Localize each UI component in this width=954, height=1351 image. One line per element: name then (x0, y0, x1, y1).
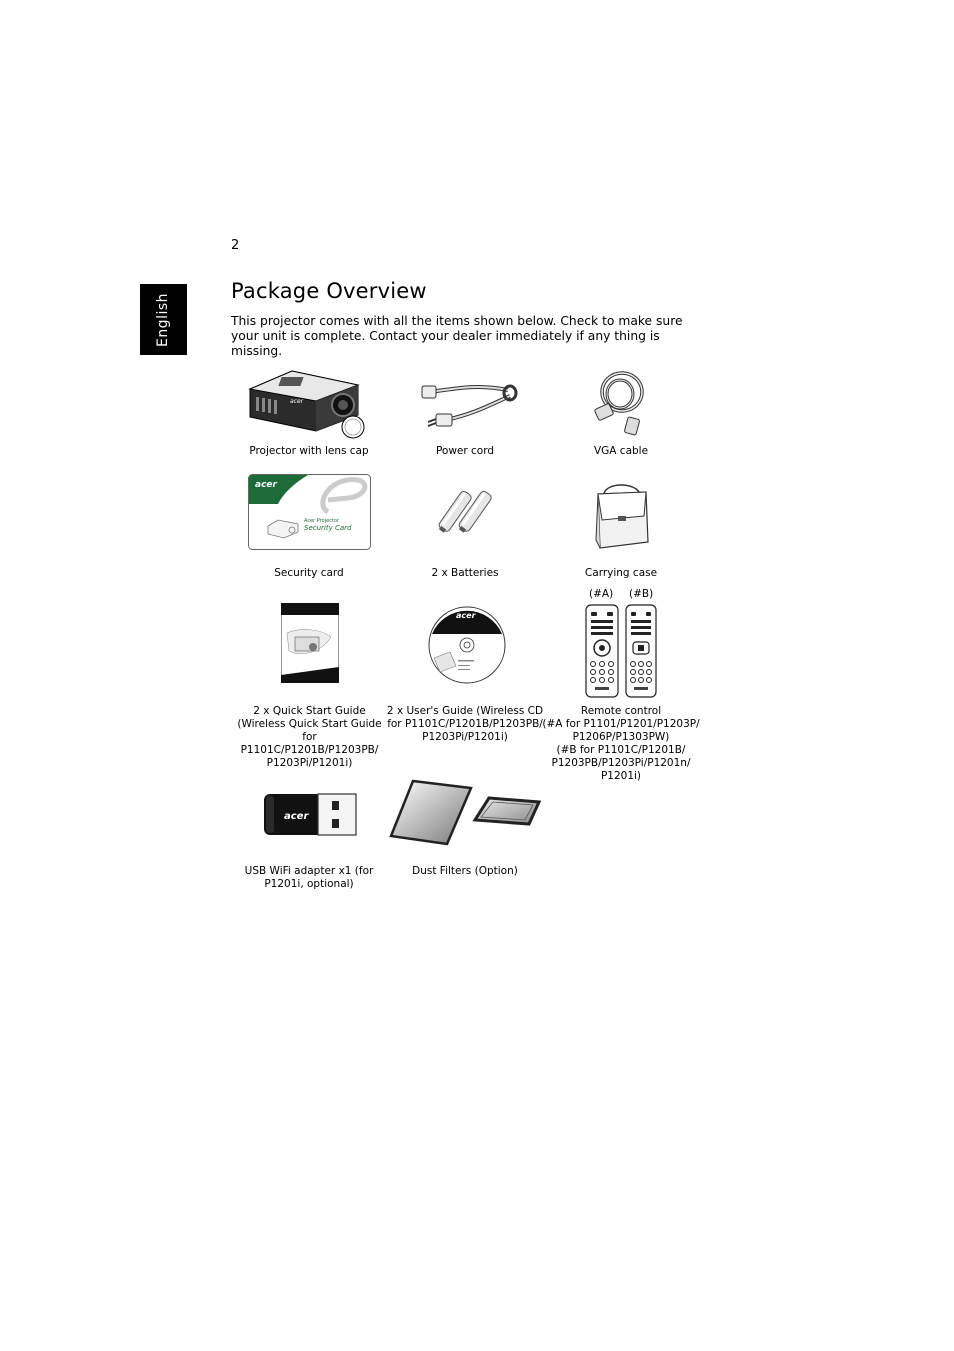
vga-cable-image (590, 370, 654, 440)
projector-image (246, 365, 372, 440)
caption-remote-control: Remote control (#A for P1101/P1201/P1203P/ P1206P/P1303PW) (#B for P1101C/P1201B/ P1203PB/P1203Pi/P1201n/ P1201i) (542, 705, 700, 782)
caption-users-guide: 2 x User's Guide (Wireless CD for P1101C/P1201B/P1203PB/ P1203Pi/P1201i) (386, 705, 544, 743)
caption-projector: Projector with lens cap (249, 445, 369, 457)
caption-security-card: Security card (274, 567, 344, 579)
language-tab (140, 284, 187, 355)
power-cord-image (418, 378, 518, 433)
security-card-line2: Security Card (304, 524, 352, 532)
intro-paragraph: This projector comes with all the items shown below. Check to make sure your unit is complete. Contact your dealer immediately if any thing is missing. (231, 314, 683, 358)
caption-quick-start-guide: 2 x Quick Start Guide (Wireless Quick Start Guide for P1101C/P1201B/P1203PB/ P1203Pi/P1201i) (237, 705, 382, 769)
users-guide-cd-image (428, 606, 506, 684)
carrying-case-image (592, 480, 652, 552)
caption-usb-wifi-adapter: USB WiFi adapter x1 (for P1201i, optional) (244, 865, 374, 890)
users-guide-brand: acer (456, 611, 476, 620)
page-title: Package Overview (231, 279, 427, 303)
security-card-brand: acer (255, 480, 277, 490)
caption-carrying-case: Carrying case (584, 567, 658, 579)
quick-start-guide-image (281, 603, 339, 683)
caption-batteries: 2 x Batteries (431, 567, 499, 579)
projector-brand: acer (290, 398, 304, 405)
remote-b-label: (#B) (629, 588, 654, 600)
caption-vga-cable: VGA cable (593, 445, 649, 457)
dust-filters-image (389, 778, 543, 846)
batteries-image (436, 487, 494, 539)
remote-a-label: (#A) (589, 588, 614, 600)
usb-wifi-brand: acer (284, 811, 309, 822)
security-card-line1: Acer Projector (304, 518, 340, 524)
page-number: 2 (231, 238, 240, 253)
language-tab-label: English (155, 292, 172, 347)
remote-a-image (585, 604, 619, 698)
remote-b-image (625, 604, 657, 698)
caption-dust-filters: Dust Filters (Option) (412, 865, 518, 877)
usb-wifi-adapter-image (262, 791, 358, 838)
caption-power-cord: Power cord (435, 445, 495, 457)
security-card-image (248, 474, 371, 550)
